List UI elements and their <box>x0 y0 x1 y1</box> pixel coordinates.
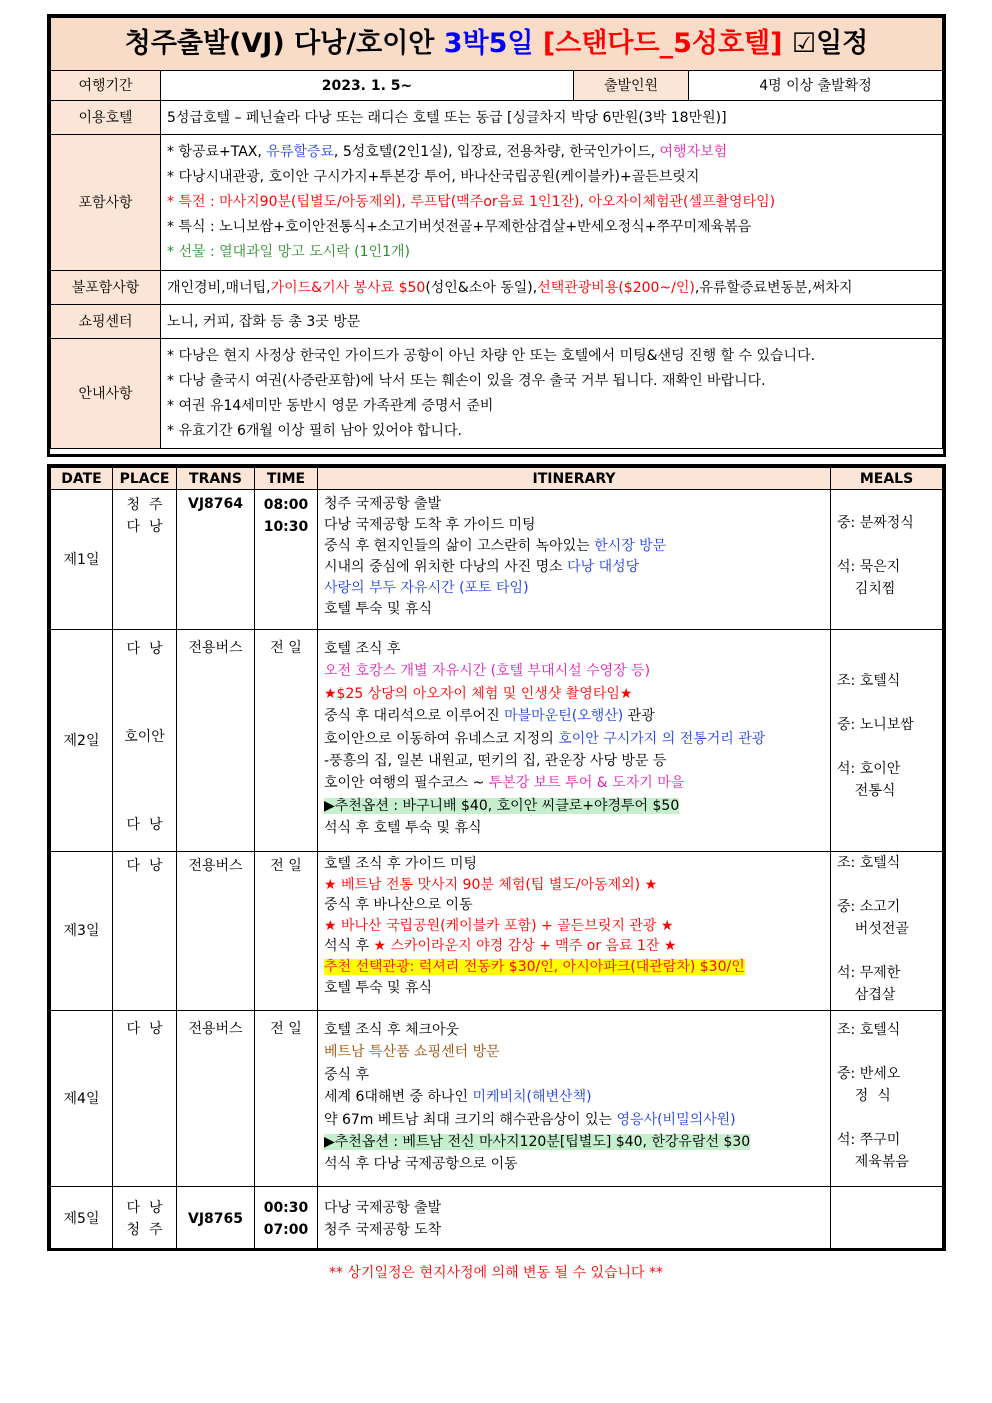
itinerary-table <box>50 467 943 1251</box>
included-line-3: * 특전 : 마사지90분(팁별도/아동제외), 루프탑(맥주or음료 1인1잔), 아오자이체험관(셀프촬영타임) <box>167 194 776 210</box>
info-box <box>47 14 946 457</box>
footer-note: ** 상기일정은 현지사정에 의해 변동 될 수 있습니다 ** <box>328 1265 664 1281</box>
day-label-3: 제3일 <box>51 852 113 1011</box>
place-cell-4: 다 낭 <box>113 1011 177 1187</box>
excluded-value: 개인경비,매너팁,가이드&기사 봉사료 $50(성인&소아 동일),선택관광비용($200~/인),유류할증료변동분,써차지 <box>161 271 943 305</box>
period-value: 2023. 1. 5~ <box>161 71 574 101</box>
place-cell-1: 청 주 다 낭 <box>113 490 177 630</box>
day-row-1 <box>51 490 943 630</box>
shopping-value: 노니, 커피, 잡화 등 총 3곳 방문 <box>161 305 943 339</box>
info-table <box>50 17 943 449</box>
itinerary-cell-5: 다낭 국제공항 출발 청주 국제공항 도착 <box>318 1187 831 1251</box>
itinerary-cell-3: 호텔 조식 후 가이드 미팅 ★ 베트남 전통 맛사지 90분 체험(팁 별도/아동제외) ★ 중식 후 바나산으로 이동 ★ 바나산 국립공원(케이블카 포함) + 골든브릿지 관광 ★ 석식 후 ★ 스카이라운지 야경 감상 + 맥주 or 음료 1잔 ★ 추천 선택관광: 럭셔리 전동카 $30/인, 아시아파크(대관람차) $30/인 호텔 투숙 및 휴식 <box>318 852 831 1011</box>
trans-cell-4: 전용버스 <box>177 1011 255 1187</box>
header-meals: MEALS <box>831 468 943 490</box>
included-label: 포함사항 <box>51 135 161 271</box>
included-line-1: * 항공료+TAX, 유류할증료, 5성호텔(2인1실), 입장료, 전용차량, 한국인가이드, 여행자보험 <box>167 144 728 160</box>
header-trans: TRANS <box>177 468 255 490</box>
header-date: DATE <box>51 468 113 490</box>
notice-value <box>161 339 943 449</box>
option-highlight-2: ▶추천옵션 : 바구니배 $40, 호이안 씨클로+야경투어 $50 <box>324 797 680 814</box>
notice-label: 안내사항 <box>51 339 161 449</box>
option-highlight-4: ▶추천옵션 : 베트남 전신 마사지120분[팁별도] $40, 한강유람선 $30 <box>324 1134 751 1151</box>
time-cell-2: 전 일 <box>255 630 318 852</box>
included-line-5: * 선물 : 열대과일 망고 도시락 (1인1개) <box>167 244 410 260</box>
itinerary-box <box>47 464 946 1251</box>
hotel-value: 5성급호텔 – 페닌슐라 다낭 또는 래디슨 호텔 또는 동급 [싱글차지 박당 6만원(3박 18만원)] <box>161 101 943 135</box>
trans-cell-1: VJ8764 <box>177 490 255 630</box>
meals-cell-4: 조: 호텔식 중: 반세오 정 식 석: 쭈구미 제육볶음 <box>831 1011 943 1187</box>
day-label-1: 제1일 <box>51 490 113 630</box>
notice-line-3: * 여권 유14세미만 동반시 영문 가족관계 증명서 준비 <box>167 397 494 414</box>
place-cell-3: 다 낭 <box>113 852 177 1011</box>
meals-cell-5 <box>831 1187 943 1251</box>
place-cell-5: 다 낭 청 주 <box>113 1187 177 1251</box>
notice-line-2: * 다낭 출국시 여권(사증란포함)에 낙서 또는 훼손이 있을 경우 출국 거부 됩니다. 재확인 바랍니다. <box>167 372 766 389</box>
shopping-label: 쇼핑센터 <box>51 305 161 339</box>
day-label-5: 제5일 <box>51 1187 113 1251</box>
trans-cell-5: VJ8765 <box>177 1187 255 1251</box>
meals-cell-3: 조: 호텔식 중: 소고기 버섯전골 석: 무제한 삼겹살 <box>831 852 943 1011</box>
day-label-4: 제4일 <box>51 1011 113 1187</box>
header-itinerary: ITINERARY <box>318 468 831 490</box>
included-line-2: * 다낭시내관광, 호이안 구시가지+투본강 투어, 바나산국립공원(케이블카)+골든브릿지 <box>167 169 700 185</box>
time-cell-4: 전 일 <box>255 1011 318 1187</box>
itinerary-cell-2: 호텔 조식 후 오전 호캉스 개별 자유시간 (호텔 부대시설 수영장 등) ★$25 상당의 아오자이 체험 및 인생샷 촬영타임★ 중식 후 대리석으로 이루어진 마블마운틴(오행산) 관광 호이안으로 이동하여 유네스코 지정의 호이안 구시가지 의 전통거리 관광 -풍흥의 집, 일본 내원교, 떤키의 집, 관운장 사당 방문 등 호이안 여행의 필수코스 ~ 투본강 보트 투어 & 도자기 마을 ▶추천옵션 : 바구니배 $40, 호이안 씨클로+야경투어 $50 석식 후 호텔 투숙 및 휴식 <box>318 630 831 852</box>
included-line-4: * 특식 : 노니보쌈+호이안전통식+소고기버섯전골+무제한삼겹살+반세오정식+쭈꾸미제육볶음 <box>167 219 752 235</box>
excluded-label: 불포함사항 <box>51 271 161 305</box>
day-label-2: 제2일 <box>51 630 113 852</box>
departure-value: 4명 이상 출발확정 <box>689 71 943 101</box>
header-time: TIME <box>255 468 318 490</box>
day-row-5 <box>51 1187 943 1251</box>
header-place: PLACE <box>113 468 177 490</box>
departure-label: 출발인원 <box>574 71 689 101</box>
time-cell-5: 00:30 07:00 <box>255 1187 318 1251</box>
included-value <box>161 135 943 271</box>
notice-line-1: * 다낭은 현지 사정상 한국인 가이드가 공항이 아닌 차량 안 또는 호텔에서 미팅&샌딩 진행 할 수 있습니다. <box>167 347 816 364</box>
time-cell-3: 전 일 <box>255 852 318 1011</box>
time-cell-1: 08:00 10:30 <box>255 490 318 630</box>
page-title: 청주출발(VJ) 다낭/호이안 3박5일 [스탠다드_5성호텔] ☑일정 <box>51 18 943 71</box>
trans-cell-3: 전용버스 <box>177 852 255 1011</box>
option-highlight-3: 추천 선택관광: 럭셔리 전동카 $30/인, 아시아파크(대관람차) $30/인 <box>324 958 745 975</box>
hotel-label: 이용호텔 <box>51 101 161 135</box>
itinerary-cell-4: 호텔 조식 후 체크아웃 베트남 특산품 쇼핑센터 방문 중식 후 세계 6대해변 중 하나인 미케비치(해변산책) 약 67m 베트남 최대 크기의 해수관음상이 있는 영응사(비밀의사원) ▶추천옵션 : 베트남 전신 마사지120분[팁별도] $40, 한강유람선 $30 석식 후 다낭 국제공항으로 이동 <box>318 1011 831 1187</box>
meals-cell-2: 조: 호텔식 중: 노니보쌈 석: 호이안 전통식 <box>831 630 943 852</box>
place-cell-2: 다 낭 호이안 다 낭 <box>113 630 177 852</box>
notice-line-4: * 유효기간 6개월 이상 필히 남아 있어야 합니다. <box>167 422 462 439</box>
day-row-4 <box>51 1011 943 1187</box>
day-row-3 <box>51 852 943 1011</box>
itinerary-cell-1: 청주 국제공항 출발 다낭 국제공항 도착 후 가이드 미팅 중식 후 현지인들의 삶이 고스란히 녹아있는 한시장 방문 시내의 중심에 위치한 다낭의 사진 명소 다낭 대성당 사랑의 부두 자유시간 (포토 타임) 호텔 투숙 및 휴식 <box>318 490 831 630</box>
day-row-2 <box>51 630 943 852</box>
meals-cell-1: 중: 분짜정식 석: 묵은지 김치찜 <box>831 490 943 630</box>
trans-cell-2: 전용버스 <box>177 630 255 852</box>
period-label: 여행기간 <box>51 71 161 101</box>
